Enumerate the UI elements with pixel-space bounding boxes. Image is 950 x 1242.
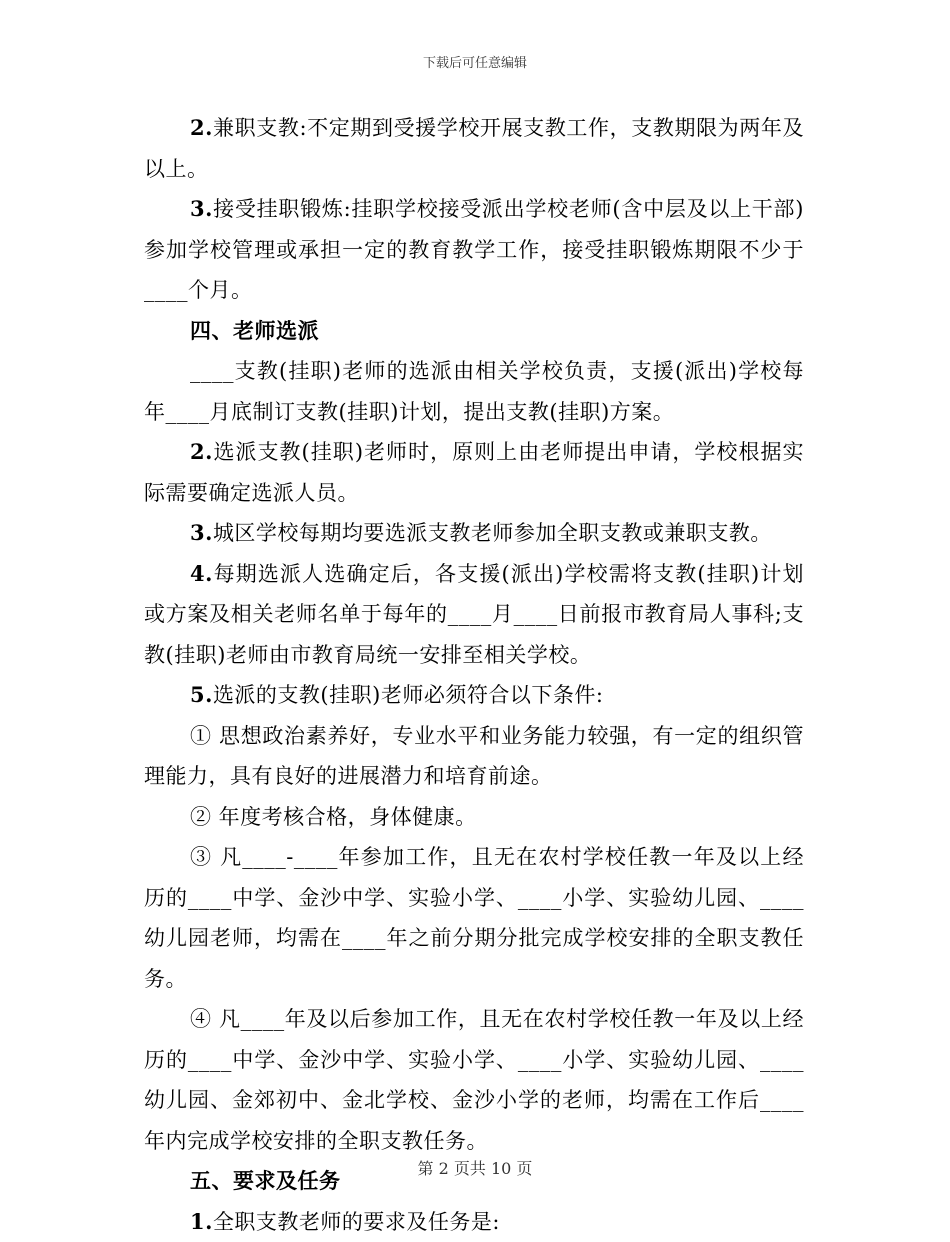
item-number: 2.	[190, 439, 213, 464]
section-heading-teacher-selection: 四、老师选派	[144, 311, 804, 352]
condition-item-2	[144, 797, 804, 838]
paragraph-text: 兼职支教:不定期到受援学校开展支教工作，支教期限为两年及以上。	[144, 116, 804, 181]
paragraph-text: 选派支教(挂职)老师时，原则上由老师提出申请，学校根据实际需要确定选派人员。	[144, 440, 804, 505]
item-number: 5.	[190, 682, 213, 707]
paragraph-text: 每期选派人选确定后，各支援(派出)学校需将支教(挂职)计划或方案及相关老师名单于每年的____月____日前报市教育局人事科;支教(挂职)老师由市教育局统一安排至相关学校。	[144, 562, 804, 667]
item-number: 1.	[190, 1209, 213, 1234]
paragraph-text: 城区学校每期均要选派支教老师参加全职支教或兼职支教。	[213, 521, 772, 545]
condition-item-3	[144, 837, 804, 999]
paragraph-selection-application	[144, 432, 804, 513]
item-number: 3.	[190, 196, 213, 221]
condition-item-4	[144, 999, 804, 1161]
paragraph-text: ② 年度考核合格，身体健康。	[190, 805, 477, 829]
paragraph-text: ④ 凡____年及以后参加工作，且无在农村学校任教一年及以上经历的____中学、金沙中学、实验小学、____小学、实验幼儿园、____幼儿园、金郊初中、金北学校、金沙小学的老师，均需在工作后____年内完成学校安排的全职支教任务。	[144, 1007, 804, 1153]
paragraph-selection-responsibility	[144, 351, 804, 432]
paragraph-text: 全职支教老师的要求及任务是:	[213, 1210, 500, 1234]
paragraph-conditions-intro	[144, 675, 804, 716]
page-footer: 第 2 页共 10 页	[0, 1156, 950, 1179]
item-number: 2.	[190, 115, 213, 140]
paragraph-urban-schools	[144, 513, 804, 554]
paragraph-text: 选派的支教(挂职)老师必须符合以下条件:	[213, 683, 603, 707]
paragraph-part-time-teaching	[144, 108, 804, 189]
paragraph-text: ① 思想政治素养好，专业水平和业务能力较强，有一定的组织管理能力，具有良好的进展潜力和培育前途。	[144, 724, 804, 789]
paragraph-text: 接受挂职锻炼:挂职学校接受派出学校老师(含中层及以上干部)参加学校管理或承担一定的教育教学工作，接受挂职锻炼期限不少于____个月。	[144, 197, 804, 302]
condition-item-1	[144, 716, 804, 797]
paragraph-text: ____支教(挂职)老师的选派由相关学校负责，支援(派出)学校每年____月底制订支教(挂职)计划，提出支教(挂职)方案。	[144, 359, 804, 424]
paragraph-text: ③ 凡____-____年参加工作，且无在农村学校任教一年及以上经历的____中学、金沙中学、实验小学、____小学、实验幼儿园、____幼儿园老师，均需在____年之前分期分批完成学校安排的全职支教任务。	[144, 845, 804, 991]
paragraph-fulltime-requirements	[144, 1202, 804, 1242]
paragraph-reporting-plan	[144, 554, 804, 676]
item-number: 3.	[190, 520, 213, 545]
paragraph-secondment-training	[144, 189, 804, 311]
page-header: 下载后可任意编辑	[0, 52, 950, 71]
item-number: 4.	[190, 561, 213, 586]
document-body	[144, 108, 804, 1242]
section-heading-requirements: 五、要求及任务	[144, 1161, 804, 1202]
